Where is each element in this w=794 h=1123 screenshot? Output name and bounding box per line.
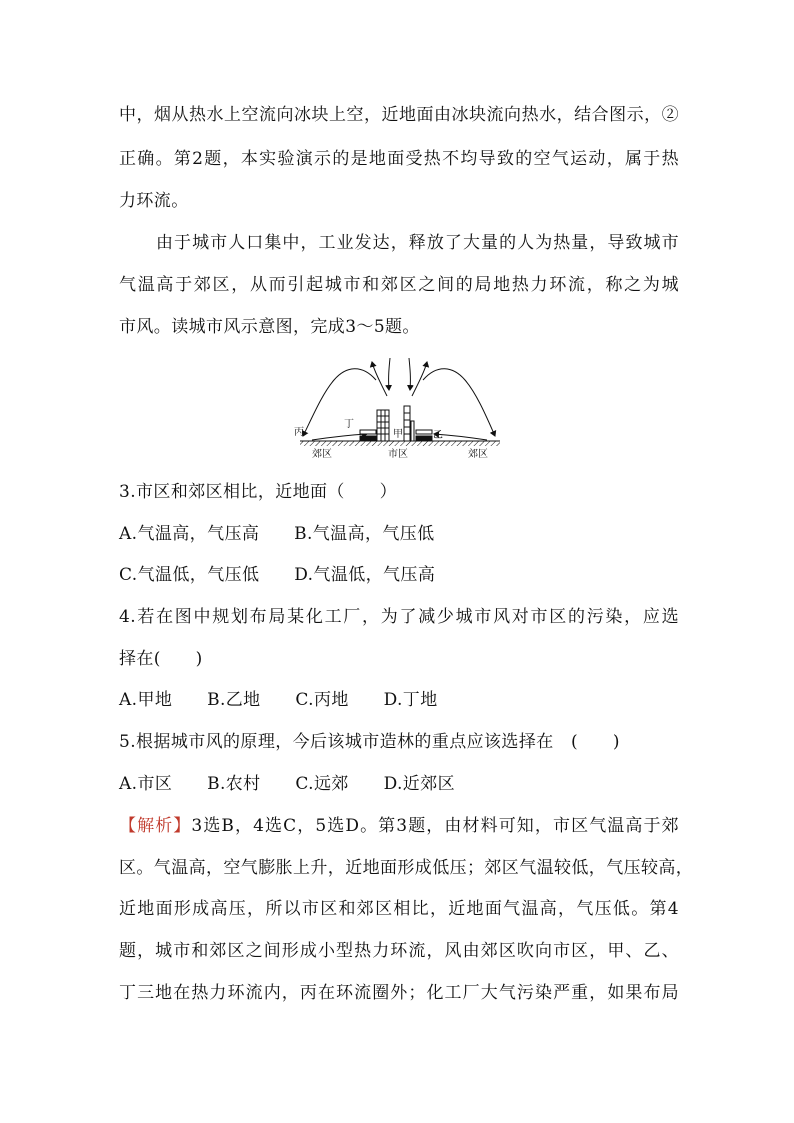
label-jia: 甲 [393,429,403,440]
analysis-line: 题，城市和郊区之间形成小型热力环流，风由郊区吹向市区，甲、乙、 [119,941,679,961]
label-yi: 乙 [433,430,443,441]
analysis-text: 3选B，4选C，5选D。第3题，由材料可知，市区气温高于郊 [191,816,679,836]
city-wind-diagram [292,356,507,464]
text-line: 由于城市人口集中，工业发达，释放了大量的人为热量，导致城市 [156,233,679,253]
question-stem: 4.若在图中规划布局某化工厂，为了减少城市风对市区的污染，应选 [119,607,679,627]
circulation-arrows [303,358,495,440]
question-stem: 择在( ) [119,649,203,669]
text-line: 中，烟从热水上空流向冰块上空，近地面由冰块流向热水，结合图示，② [119,105,679,125]
text-line: 市风。读城市风示意图，完成3～5题。 [119,317,420,337]
text-line: 力环流。 [119,191,189,211]
question-stem: 3.市区和郊区相比，近地面（ ） [119,482,398,502]
question-options: A.甲地 B.乙地 C.丙地 D.丁地 [119,690,438,710]
label-bing: 丙 [294,427,304,438]
label-city: 市区 [388,449,408,460]
analysis-tag: 【解析】 [119,816,192,836]
text-line: 气温高于郊区，从而引起城市和郊区之间的局地热力环流，称之为城 [119,275,679,295]
text-line: 正确。第2题，本实验演示的是地面受热不均导致的空气运动，属于热 [119,149,679,169]
analysis-line: 区。气温高，空气膨胀上升，近地面形成低压；郊区气温较低，气压较高， [119,858,694,878]
label-ding: 丁 [344,419,354,430]
question-stem: 5.根据城市风的原理，今后该城市造林的重点应该选择在 ( ) [119,732,620,752]
question-options: C.气温低，气压低 D.气温低，气压高 [119,565,436,585]
label-suburb-left: 郊区 [312,449,332,460]
analysis-line: 近地面形成高压，所以市区和郊区相比，近地面气温高，气压低。第4 [119,899,679,919]
ground [300,441,500,446]
analysis-line [119,816,679,836]
analysis-line: 丁三地在热力环流内，丙在环流圈外；化工厂大气污染严重，如果布局 [119,983,679,1003]
question-options: A.气温高，气压高 B.气温高，气压低 [119,524,435,544]
label-suburb-right: 郊区 [468,449,488,460]
question-options: A.市区 B.农村 C.远郊 D.近郊区 [119,774,456,794]
